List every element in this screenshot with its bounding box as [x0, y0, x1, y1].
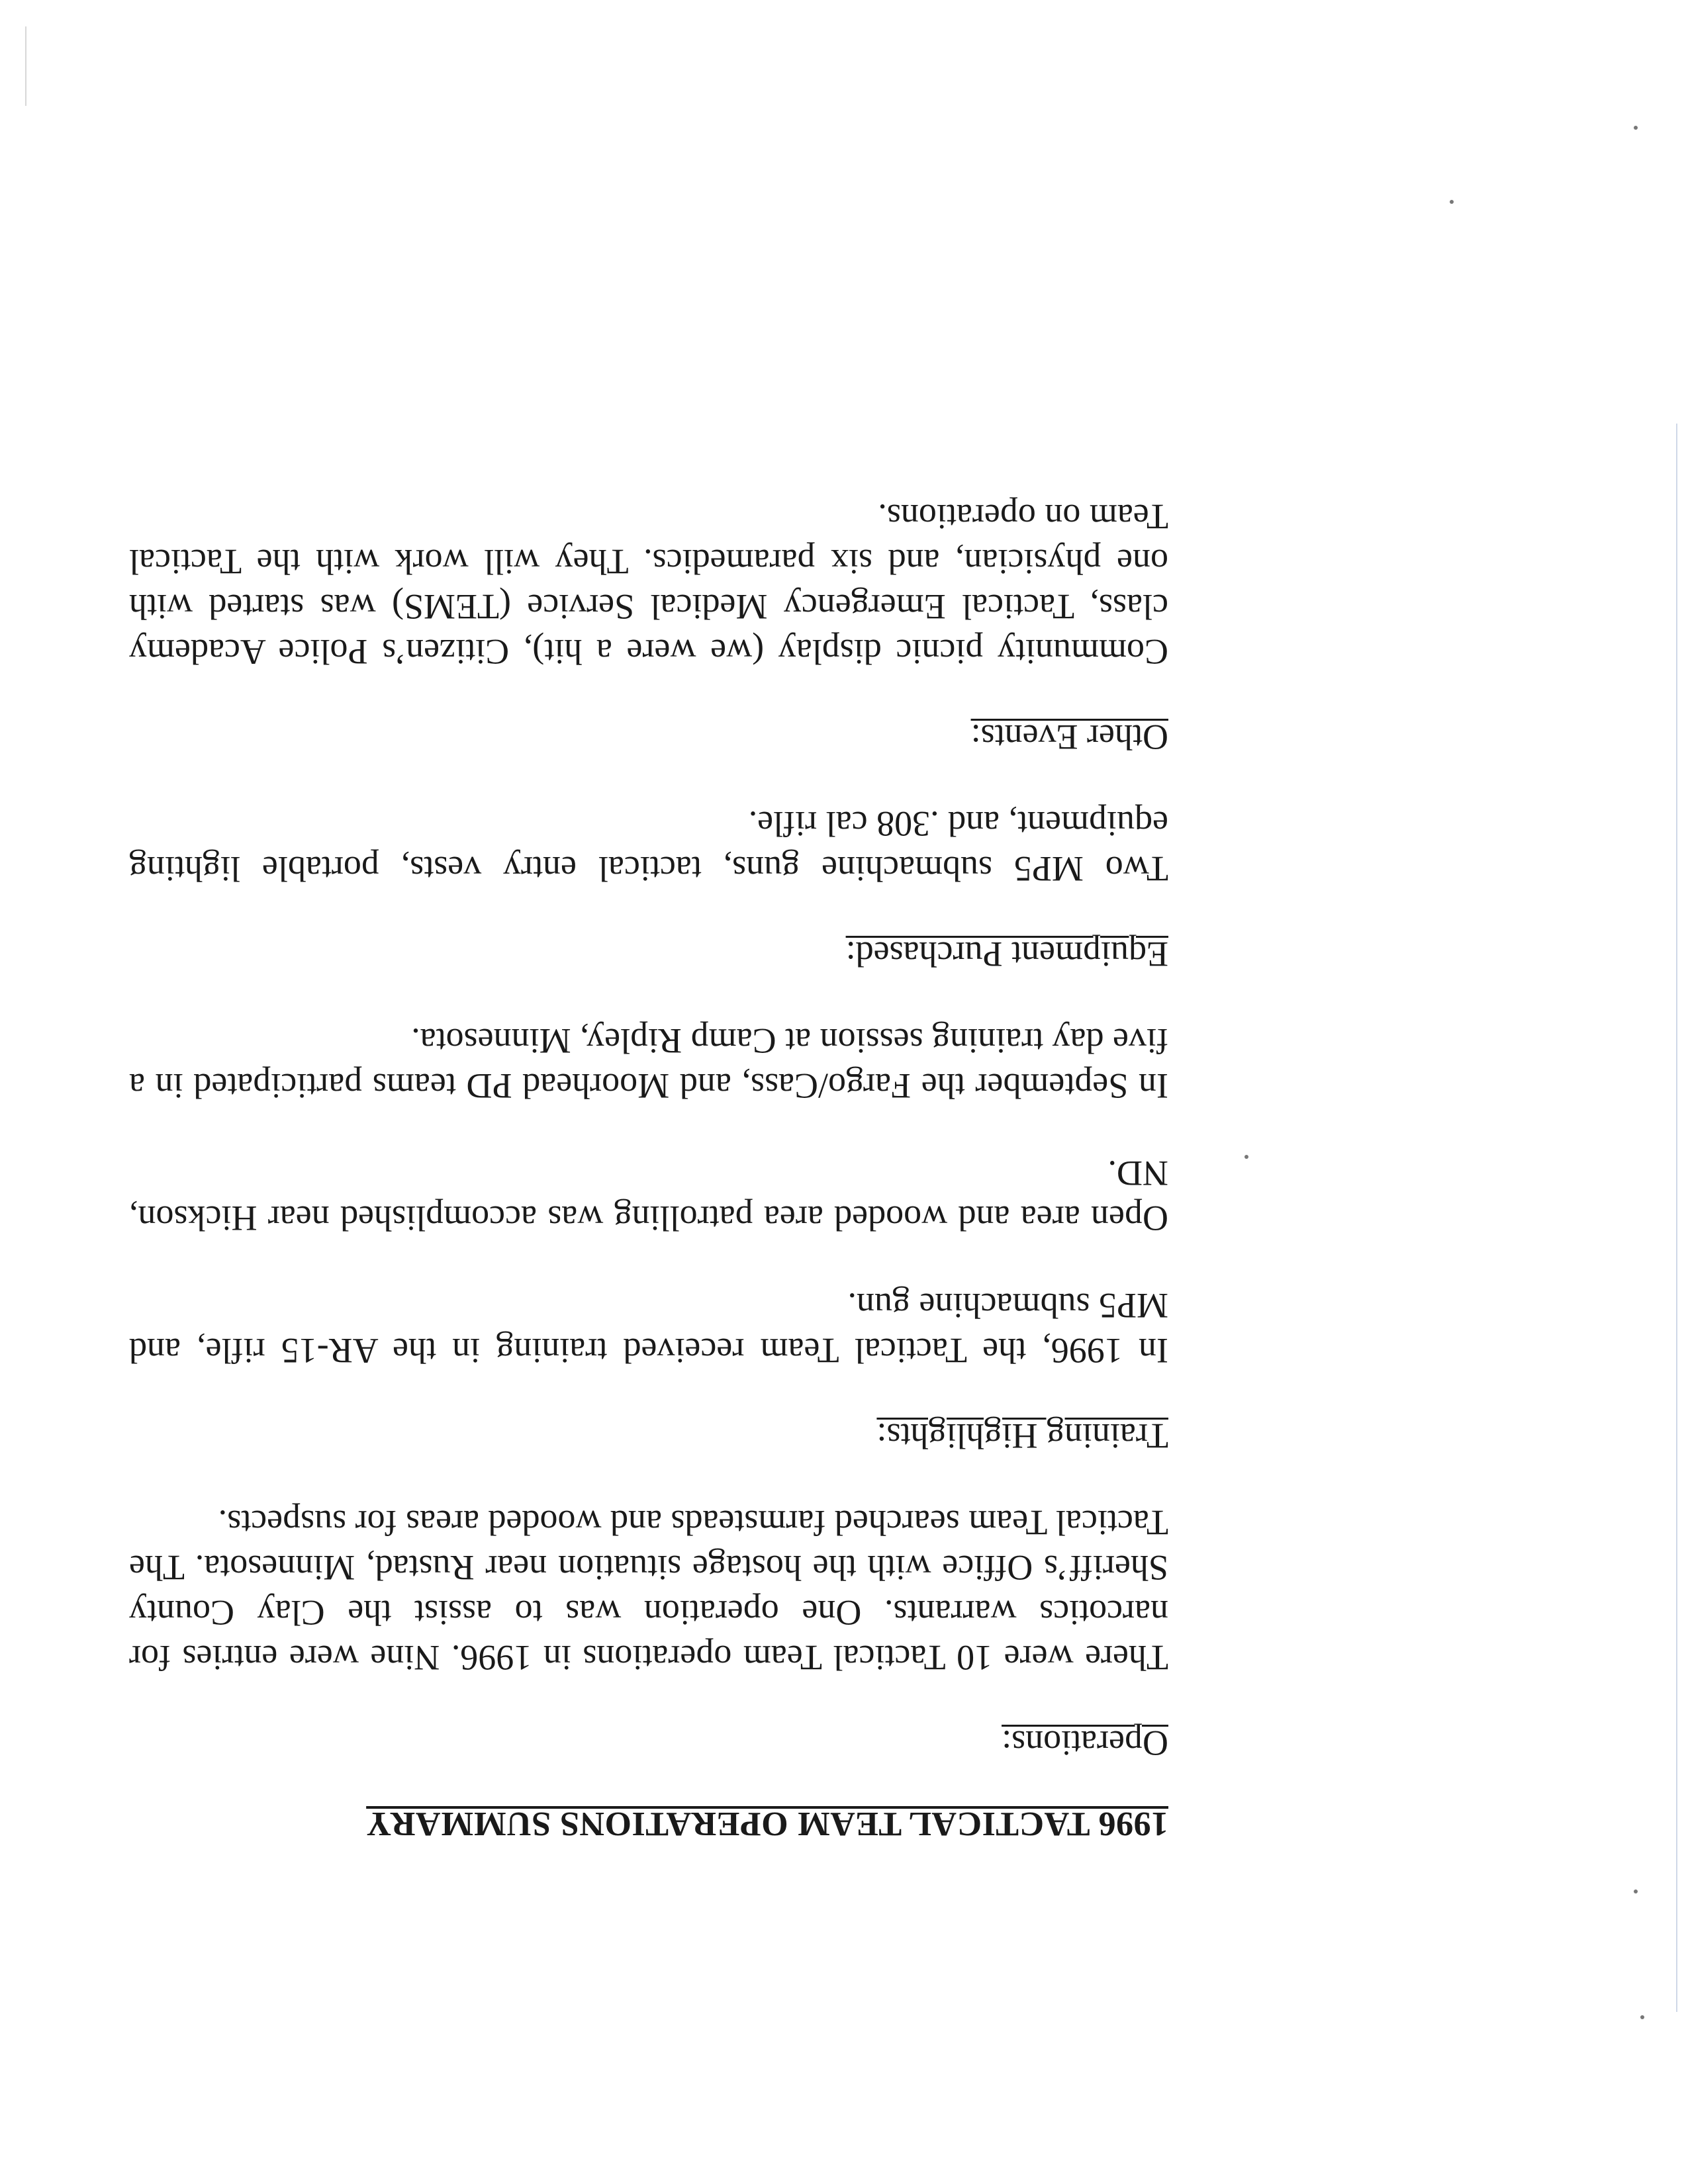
section-equipment-purchased — [129, 801, 1168, 976]
scan-edge-line — [25, 26, 26, 106]
document-body — [129, 452, 1168, 1843]
scan-speck — [1640, 2015, 1644, 2019]
section-heading: Training Highlights: — [876, 1416, 1168, 1456]
scan-speck — [1450, 200, 1454, 204]
paragraph: There were 10 Tactical Team operations in 1996. Nine were entries for narcotics warrants. One operation was to assist the Clay County Sheriff’s Office with the hostage situation near Rustad, Minnesota. The Tactical Team searched farmsteads and wooded areas for suspects. — [129, 1503, 1168, 1678]
section-other-events — [129, 494, 1168, 759]
document-title: 1996 TACTICAL TEAM OPERATIONS SUMMARY — [366, 1805, 1168, 1843]
paragraph: Two MP5 submachine guns, tactical entry vests, portable lighting equipment, and .308 cal rifle. — [129, 804, 1168, 889]
paragraph: Community picnic display (we were a hit), Citizen’s Police Academy class, Tactical Emergency Medical Service (TEMS) was started with one physician, and six paramedics. They will work with the Tactical Team on operations. — [129, 497, 1168, 672]
section-training-highlights — [129, 1019, 1168, 1458]
scan-speck — [1244, 1155, 1248, 1159]
scan-speck — [1634, 1889, 1638, 1893]
section-operations — [129, 1500, 1168, 1765]
scan-edge-line — [1676, 424, 1677, 2012]
paragraph: In 1996, the Tactical Team received training in the AR-15 rifle, and MP5 submachine gun. — [129, 1286, 1168, 1371]
paragraph: In September the Fargo/Cass, and Moorhead PD teams participated in a five day training session at Camp Ripley, Minnesota. — [129, 1021, 1168, 1106]
section-heading: Operations: — [1002, 1723, 1168, 1763]
paragraph: Open area and wooded area patrolling was accomplished near Hickson, ND. — [129, 1154, 1168, 1238]
scan-speck — [1634, 126, 1638, 130]
section-heading: Other Events: — [970, 717, 1168, 757]
section-heading: Equipment Purchased: — [845, 934, 1168, 974]
